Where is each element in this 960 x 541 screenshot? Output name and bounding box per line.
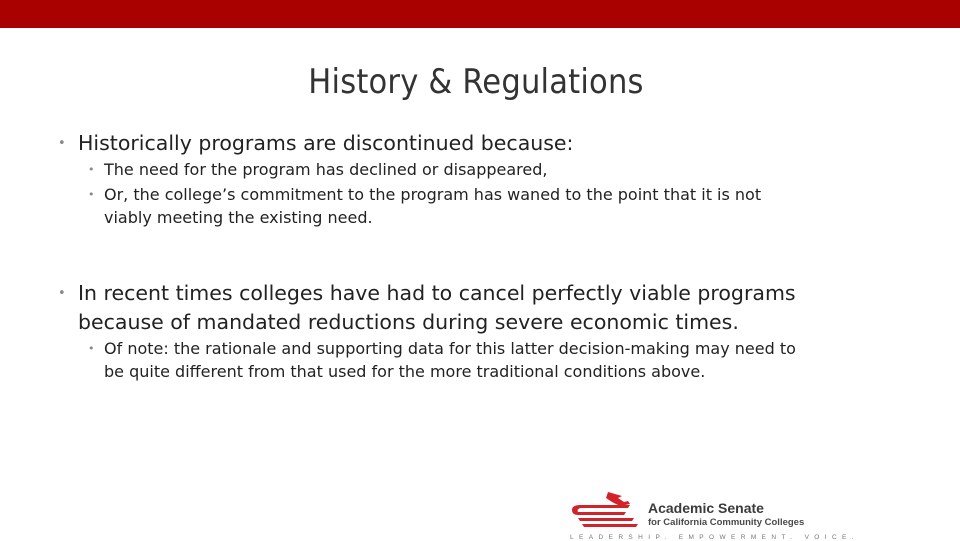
sub-bullet-item — [78, 158, 547, 181]
bullet-marker: • — [88, 163, 95, 176]
sub-bullet-text: Of note: the rationale and supporting data for this latter decision-making may need to be quite different from that used for the more traditional conditions above. — [104, 339, 796, 381]
bullet-item — [52, 129, 573, 158]
logo-tagline: LEADERSHIP. EMPOWERMENT. VOICE. — [570, 534, 859, 541]
bullet-marker: • — [58, 286, 66, 301]
slide-title: History & Regulations — [308, 62, 644, 102]
logo-name: Academic Senate — [648, 500, 764, 516]
top-accent-bar — [0, 0, 960, 28]
bullet-marker: • — [58, 136, 66, 151]
sub-bullet-text: Or, the college’s commitment to the program has waned to the point that it is not viably meeting the existing need. — [104, 185, 762, 227]
senate-building-icon — [568, 488, 640, 532]
sub-bullet-text: The need for the program has declined or disappeared, — [104, 160, 548, 179]
bullet-item — [52, 279, 852, 337]
academic-senate-logo — [568, 488, 858, 540]
logo-subtitle: for California Community Colleges — [648, 517, 805, 528]
bullet-text: In recent times colleges have had to cancel perfectly viable programs because of mandated reductions during severe economic times. — [78, 281, 796, 334]
bullet-marker: • — [88, 342, 95, 355]
bullet-text: Historically programs are discontinued because: — [78, 131, 574, 155]
bullet-marker: • — [88, 188, 95, 201]
sub-bullet-item — [78, 337, 898, 383]
sub-bullet-item — [78, 183, 878, 229]
